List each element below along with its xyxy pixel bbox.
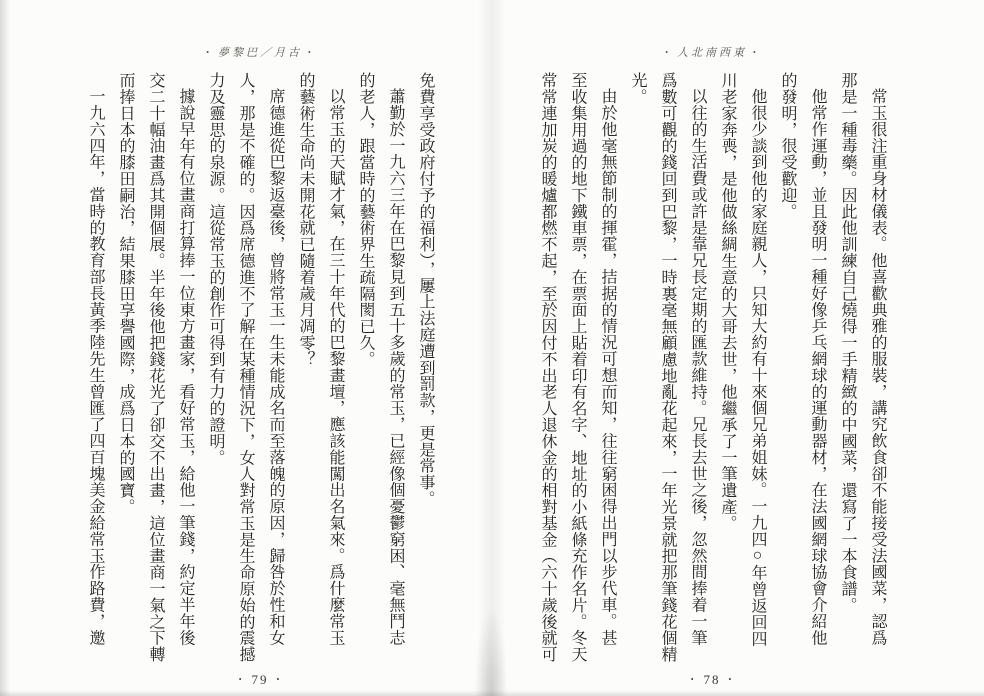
folio-right [532, 672, 892, 688]
header-dot: • [308, 48, 314, 57]
running-head-right [532, 44, 892, 60]
header-dot: • [753, 48, 759, 57]
page-right [492, 0, 984, 696]
folio-dot: • [690, 675, 696, 684]
text-column: 由於他毫無節制的揮霍，拮据的情況可想而知，往往窮困得出門以步代車。甚 [599, 88, 616, 646]
text-column: 常玉很注重身材儀表。他喜歡典雅的服裝，講究飲食卻不能接受法國菜，認爲 [869, 88, 886, 646]
text-column: 力及靈思的泉源。這從常玉的創作可得到有力的證明。 [207, 72, 224, 466]
text-column: 常常連加炭的暖爐都燃不起，至於因付不出老人退休金的相對基金（六十歲後就可 [539, 72, 556, 663]
running-head-text: 人北南西東 [677, 47, 747, 59]
text-column: 據說早年有位畫商打算捧一位東方畫家，看好常玉，給他一筆錢，約定半年後 [177, 88, 194, 646]
text-column: 交二十幅油畫爲其開個展。半年後他把錢花光了卻交不出畫，這位畫商一氣之下轉 [147, 72, 164, 663]
text-column: 蕭勤於一九六三年在巴黎見到五十多歲的常玉，已經像個憂鬱窮困、毫無鬥志 [387, 88, 404, 646]
folio-left [80, 672, 440, 688]
folio-dot: • [238, 675, 244, 684]
running-head-left [80, 44, 440, 60]
text-column: 一九六四年，當時的教育部長黃季陸先生曾匯了四百塊美金給常玉作路費，邀 [87, 88, 104, 646]
text-column: 以往的生活費或許是靠兄長定期的匯款維持。兄長去世之後，忽然間捧着一筆 [689, 88, 706, 646]
text-column: 人，那是不確的。因爲席德進不了解在某種情況下，女人對常玉是生命原始的震撼 [237, 72, 254, 663]
text-column: 至收集用過的地下鐵車票，在票面上貼着印有名字、地址的小紙條充作名片。冬天 [569, 72, 586, 663]
text-block-left [80, 72, 440, 664]
header-dot: • [665, 48, 671, 57]
text-column: 以常玉的天賦才氣，在三十年代的巴黎畫壇，應該能闖出名氣來。爲什麼常玉 [327, 88, 344, 646]
text-column: 那是一種毒藥。因此他訓練自己燒得一手精緻的中國菜，還寫了一本食譜。 [839, 72, 856, 614]
folio-dot: • [728, 675, 734, 684]
text-column: 而捧日本的膝田嗣治，結果膝田享譽國際，成爲日本的國寶。 [117, 72, 134, 515]
page-number: 79 [251, 672, 269, 687]
text-column: 的老人，跟當時的藝術界生疏隔閡已久。 [357, 72, 374, 368]
text-column: 川老家奔喪，是他做絲綢生意的大哥去世，他繼承了一筆遺產。 [719, 72, 736, 532]
page-number: 78 [703, 672, 721, 687]
folio-dot: • [276, 675, 282, 684]
running-head-text: 夢黎巴／月古 [218, 47, 302, 59]
text-column: 他很少談到他的家庭親人，只知大約有十來個兄弟姐妹。一九四○年曾返回四 [749, 88, 766, 647]
text-column: 的藝術生命尚未開花就已隨着歲月凋零？ [297, 72, 314, 368]
text-column: 爲數可觀的錢回到巴黎，一時裏毫無顧慮地亂花起來，一年光景就把那筆錢花個精 [659, 72, 676, 663]
header-dot: • [206, 48, 212, 57]
text-column: 的發明，很受歡迎。 [779, 72, 796, 220]
text-column: 席德進從巴黎返臺後，曾將常玉一生未能成名而至落魄的原因，歸咎於性和女 [267, 88, 284, 646]
text-column: 他常作運動，並且發明一種好像乒乓網球的運動器材，在法國網球協會介紹他 [809, 88, 826, 646]
text-column: 光。 [629, 72, 646, 105]
text-block-right [532, 72, 892, 664]
text-column: 免費享受政府付予的福利），屢上法庭遭到罰款，更是常事。 [417, 72, 434, 507]
